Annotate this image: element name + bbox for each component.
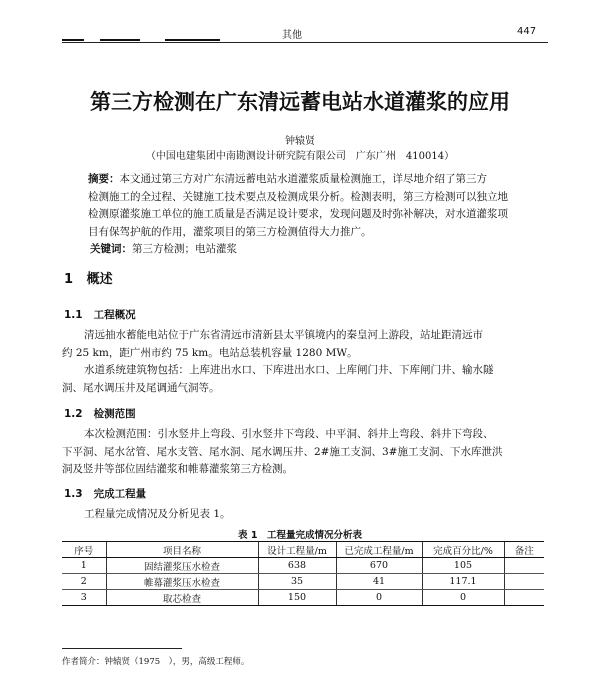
table-header-cell: 设计工程量/m — [258, 542, 336, 558]
text-line: 清远抽水蓄能电站位于广东省清远市清新县太平镇境内的秦皇河上游段，站址距清远市 — [84, 329, 483, 341]
subsection-heading-1-1: 1.1 工程概况 — [64, 309, 136, 321]
abstract-line: 检测原灌浆施工单位的施工质量是否满足设计要求，发现问题及时弥补解决，对水道灌浆项 — [88, 208, 508, 220]
page-number: 447 — [517, 26, 537, 37]
table-cell: 41 — [336, 574, 422, 590]
table-cell: 670 — [336, 558, 422, 574]
table-cell: 150 — [258, 590, 336, 606]
keywords-text: 第三方检测；电站灌浆 — [132, 243, 237, 255]
text-line: 水道系统建筑物包括：上库进出水口、下库进出水口、上库闸门井、下库闸门井、输水隧 — [84, 364, 494, 376]
table-cell: 117.1 — [422, 574, 504, 590]
table-row — [62, 574, 544, 590]
paragraph-scope — [62, 426, 546, 479]
table-header-cell: 已完成工程量/m — [336, 542, 422, 558]
table-header-cell: 序号 — [62, 542, 106, 558]
abstract-line: 目有保驾护航的作用，灌浆项目的第三方检测值得大力推广。 — [88, 225, 372, 238]
keywords-label: 关键词： — [90, 243, 132, 255]
header-rule — [62, 42, 548, 43]
abstract-line: 摘要：本文通过第三方对广东清远蓄电站水道灌浆质量检测施工，详尽地介绍了第三方 — [88, 173, 487, 185]
text-line: 本次检测范围：引水竖井上弯段、引水竖井下弯段、中平洞、斜井上弯段、斜井下弯段、 — [84, 428, 494, 440]
abstract-line: 检测施工的全过程、关键施工技术要点及检测成果分析。检测表明，第三方检测可以独立地 — [88, 190, 508, 203]
header-rule-mark — [100, 39, 140, 41]
table-cell: 帷幕灌浆压水检查 — [106, 574, 258, 590]
abstract — [88, 171, 544, 259]
affiliation: （中国电建集团中南勘测设计研究院有限公司 广东广州 410014） — [145, 151, 455, 162]
table-intro: 工程量完成情况及分析见表 1。 — [84, 508, 231, 520]
table-header-cell: 备注 — [504, 542, 544, 558]
text-line: 洞、尾水调压井及尾调通气洞等。 — [62, 381, 220, 394]
table-cell: 0 — [336, 590, 422, 606]
abstract-label: 摘要： — [88, 173, 120, 185]
keywords — [88, 241, 544, 259]
subsection-heading-1-2: 1.2 检测范围 — [64, 408, 136, 420]
quantity-table — [62, 541, 544, 606]
table-cell: 638 — [258, 558, 336, 574]
table-header-cell: 项目名称 — [106, 542, 258, 558]
table-cell — [504, 590, 544, 606]
text-line: 洞及竖井等部位固结灌浆和帷幕灌浆第三方检测。 — [62, 463, 293, 475]
header-rule-mark — [165, 39, 220, 41]
text-line: 约 25 km，距广州市约 75 km。电站总装机容量 1280 MW。 — [62, 346, 358, 359]
author-footnote: 作者简介：钟辕贤（1975 ），男，高级工程师。 — [62, 657, 250, 667]
table-cell — [504, 574, 544, 590]
table-row — [62, 558, 544, 574]
table-header-row — [62, 542, 544, 558]
table-cell: 固结灌浆压水检查 — [106, 558, 258, 574]
table-cell: 取芯检查 — [106, 590, 258, 606]
table-header-cell: 完成百分比/% — [422, 542, 504, 558]
table-cell: 105 — [422, 558, 504, 574]
table-cell: 0 — [422, 590, 504, 606]
table-caption: 表 1 工程量完成情况分析表 — [238, 530, 362, 541]
table-cell: 3 — [62, 590, 106, 606]
table-cell: 2 — [62, 574, 106, 590]
footnote-rule — [62, 648, 182, 649]
paper-title: 第三方检测在广东清远蓄电站水道灌浆的应用 — [90, 90, 510, 114]
header-rule-mark — [62, 39, 84, 41]
text-line: 下平洞、尾水岔管、尾水支管、尾水洞、尾水调压井、2#施工支洞、3#施工支洞、下水库泄洪 — [62, 445, 503, 458]
section-heading: 1 概述 — [64, 272, 113, 287]
table-cell: 35 — [258, 574, 336, 590]
paragraph-project-overview — [62, 327, 546, 397]
table-cell: 1 — [62, 558, 106, 574]
running-header-section: 其他 — [282, 30, 302, 41]
subsection-heading-1-3: 1.3 完成工程量 — [64, 488, 147, 500]
table-cell — [504, 558, 544, 574]
author: 钟辕贤 — [285, 136, 315, 147]
table-row — [62, 590, 544, 606]
